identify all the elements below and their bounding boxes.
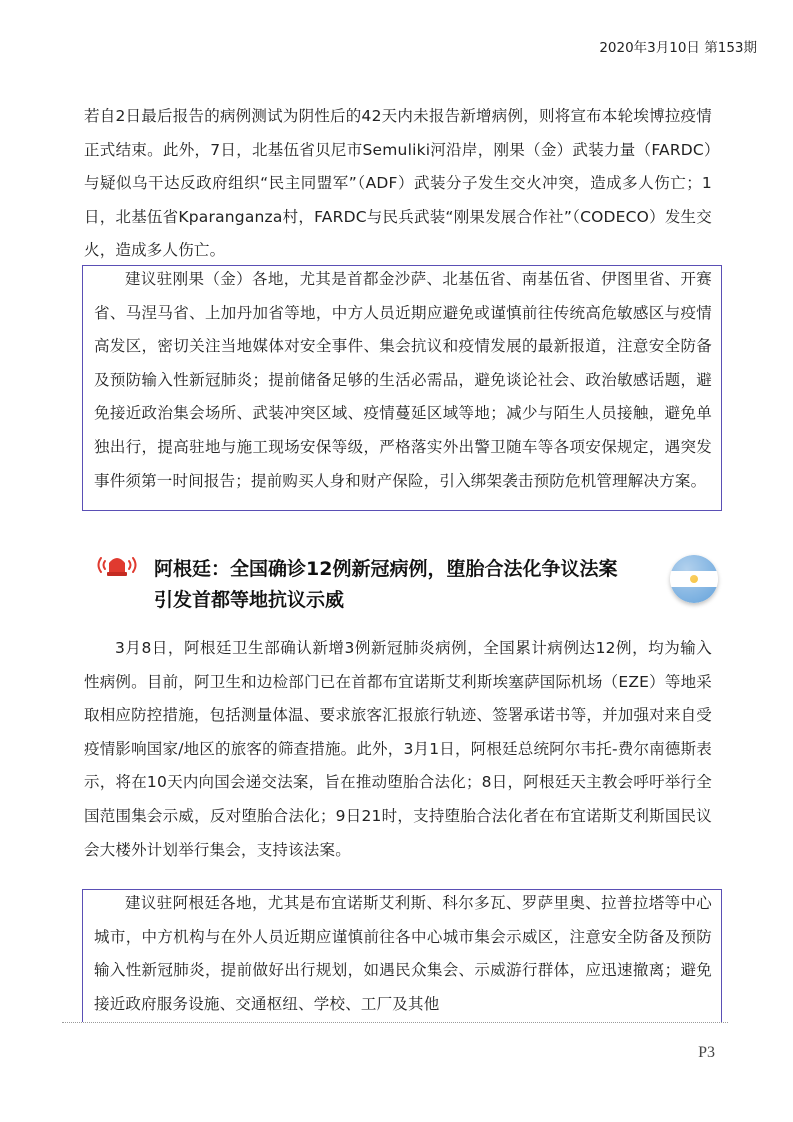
argentina-section-header	[94, 550, 734, 620]
footer-divider	[62, 1022, 728, 1023]
argentina-section-title	[154, 554, 674, 616]
page-number: P3	[698, 1044, 715, 1061]
argentina-status-paragraph: 3月8日，阿根廷卫生部确认新增3例新冠肺炎病例，全国累计病例达12例，均为输入性病例。目前，阿卫生和边检部门已在首都布宜诺斯艾利斯埃塞萨国际机场（EZE）等地采取相应防控措施，包括测量体温、要求旅客汇报旅行轨迹、签署承诺书等，并加强对来自受疫情影响国家/地区的旅客的筛查措施。此外，3月1日，阿根廷总统阿尔韦托-费尔南德斯表示，将在10天内向国会递交法案，旨在推动堕胎合法化；8日，阿根廷天主教会呼吁举行全国范围集会示威，反对堕胎合法化；9日21时，支持堕胎合法化者在布宜诺斯艾利斯国民议会大楼外计划举行集会，支持该法案。	[84, 639, 713, 859]
argentina-advice-paragraph: 建议驻阿根廷各地，尤其是布宜诺斯艾利斯、科尔多瓦、罗萨里奥、拉普拉塔等中心城市，中方机构与在外人员近期应谨慎前往各中心城市集会示威区，注意安全防备及预防输入性新冠肺炎，提前做好出行规划，如遇民众集会、示威游行群体，应迅速撤离；避免接近政府服务设施、交通枢纽、学校、工厂及其他	[94, 894, 712, 1013]
drc-advice-box	[82, 265, 722, 511]
argentina-title-line2: 引发首都等地抗议示威	[154, 589, 345, 611]
argentina-advice-box	[82, 889, 722, 1022]
argentina-title-line1: 阿根廷：全国确诊12例新冠病例，堕胎合法化争议法案	[154, 558, 618, 580]
argentina-flag-icon	[670, 555, 718, 603]
drc-status-paragraph: 若自2日最后报告的病例测试为阴性后的42天内未报告新增病例，则将宣布本轮埃博拉疫情正式结束。此外，7日，北基伍省贝尼市Semuliki河沿岸，刚果（金）武装力量（FARDC）与疑似乌干达反政府组织“民主同盟军”（ADF）武装分子发生交火冲突，造成多人伤亡；1日，北基伍省Kparanganza村，FARDC与民兵武装“刚果发展合作社”（CODECO）发生交火，造成多人伤亡。	[84, 107, 712, 260]
siren-alarm-icon	[94, 550, 140, 580]
issue-date: 2020年3月10日 第153期	[599, 40, 757, 56]
drc-advice-paragraph: 建议驻刚果（金）各地，尤其是首都金沙萨、北基伍省、南基伍省、伊图里省、开赛省、马涅马省、上加丹加省等地，中方人员近期应避免或谨慎前往传统高危敏感区与疫情高发区，密切关注当地媒体对安全事件、集会抗议和疫情发展的最新报道，注意安全防备及预防输入性新冠肺炎；提前储备足够的生活必需品，避免谈论社会、政治敏感话题，避免接近政治集会场所、武装冲突区域、疫情蔓延区域等地；减少与陌生人员接触，避免单独出行，提高驻地与施工现场安保等级，严格落实外出警卫随车等各项安保规定，遇突发事件须第一时间报告；提前购买人身和财产保险，引入绑架袭击预防危机管理解决方案。	[94, 270, 712, 490]
